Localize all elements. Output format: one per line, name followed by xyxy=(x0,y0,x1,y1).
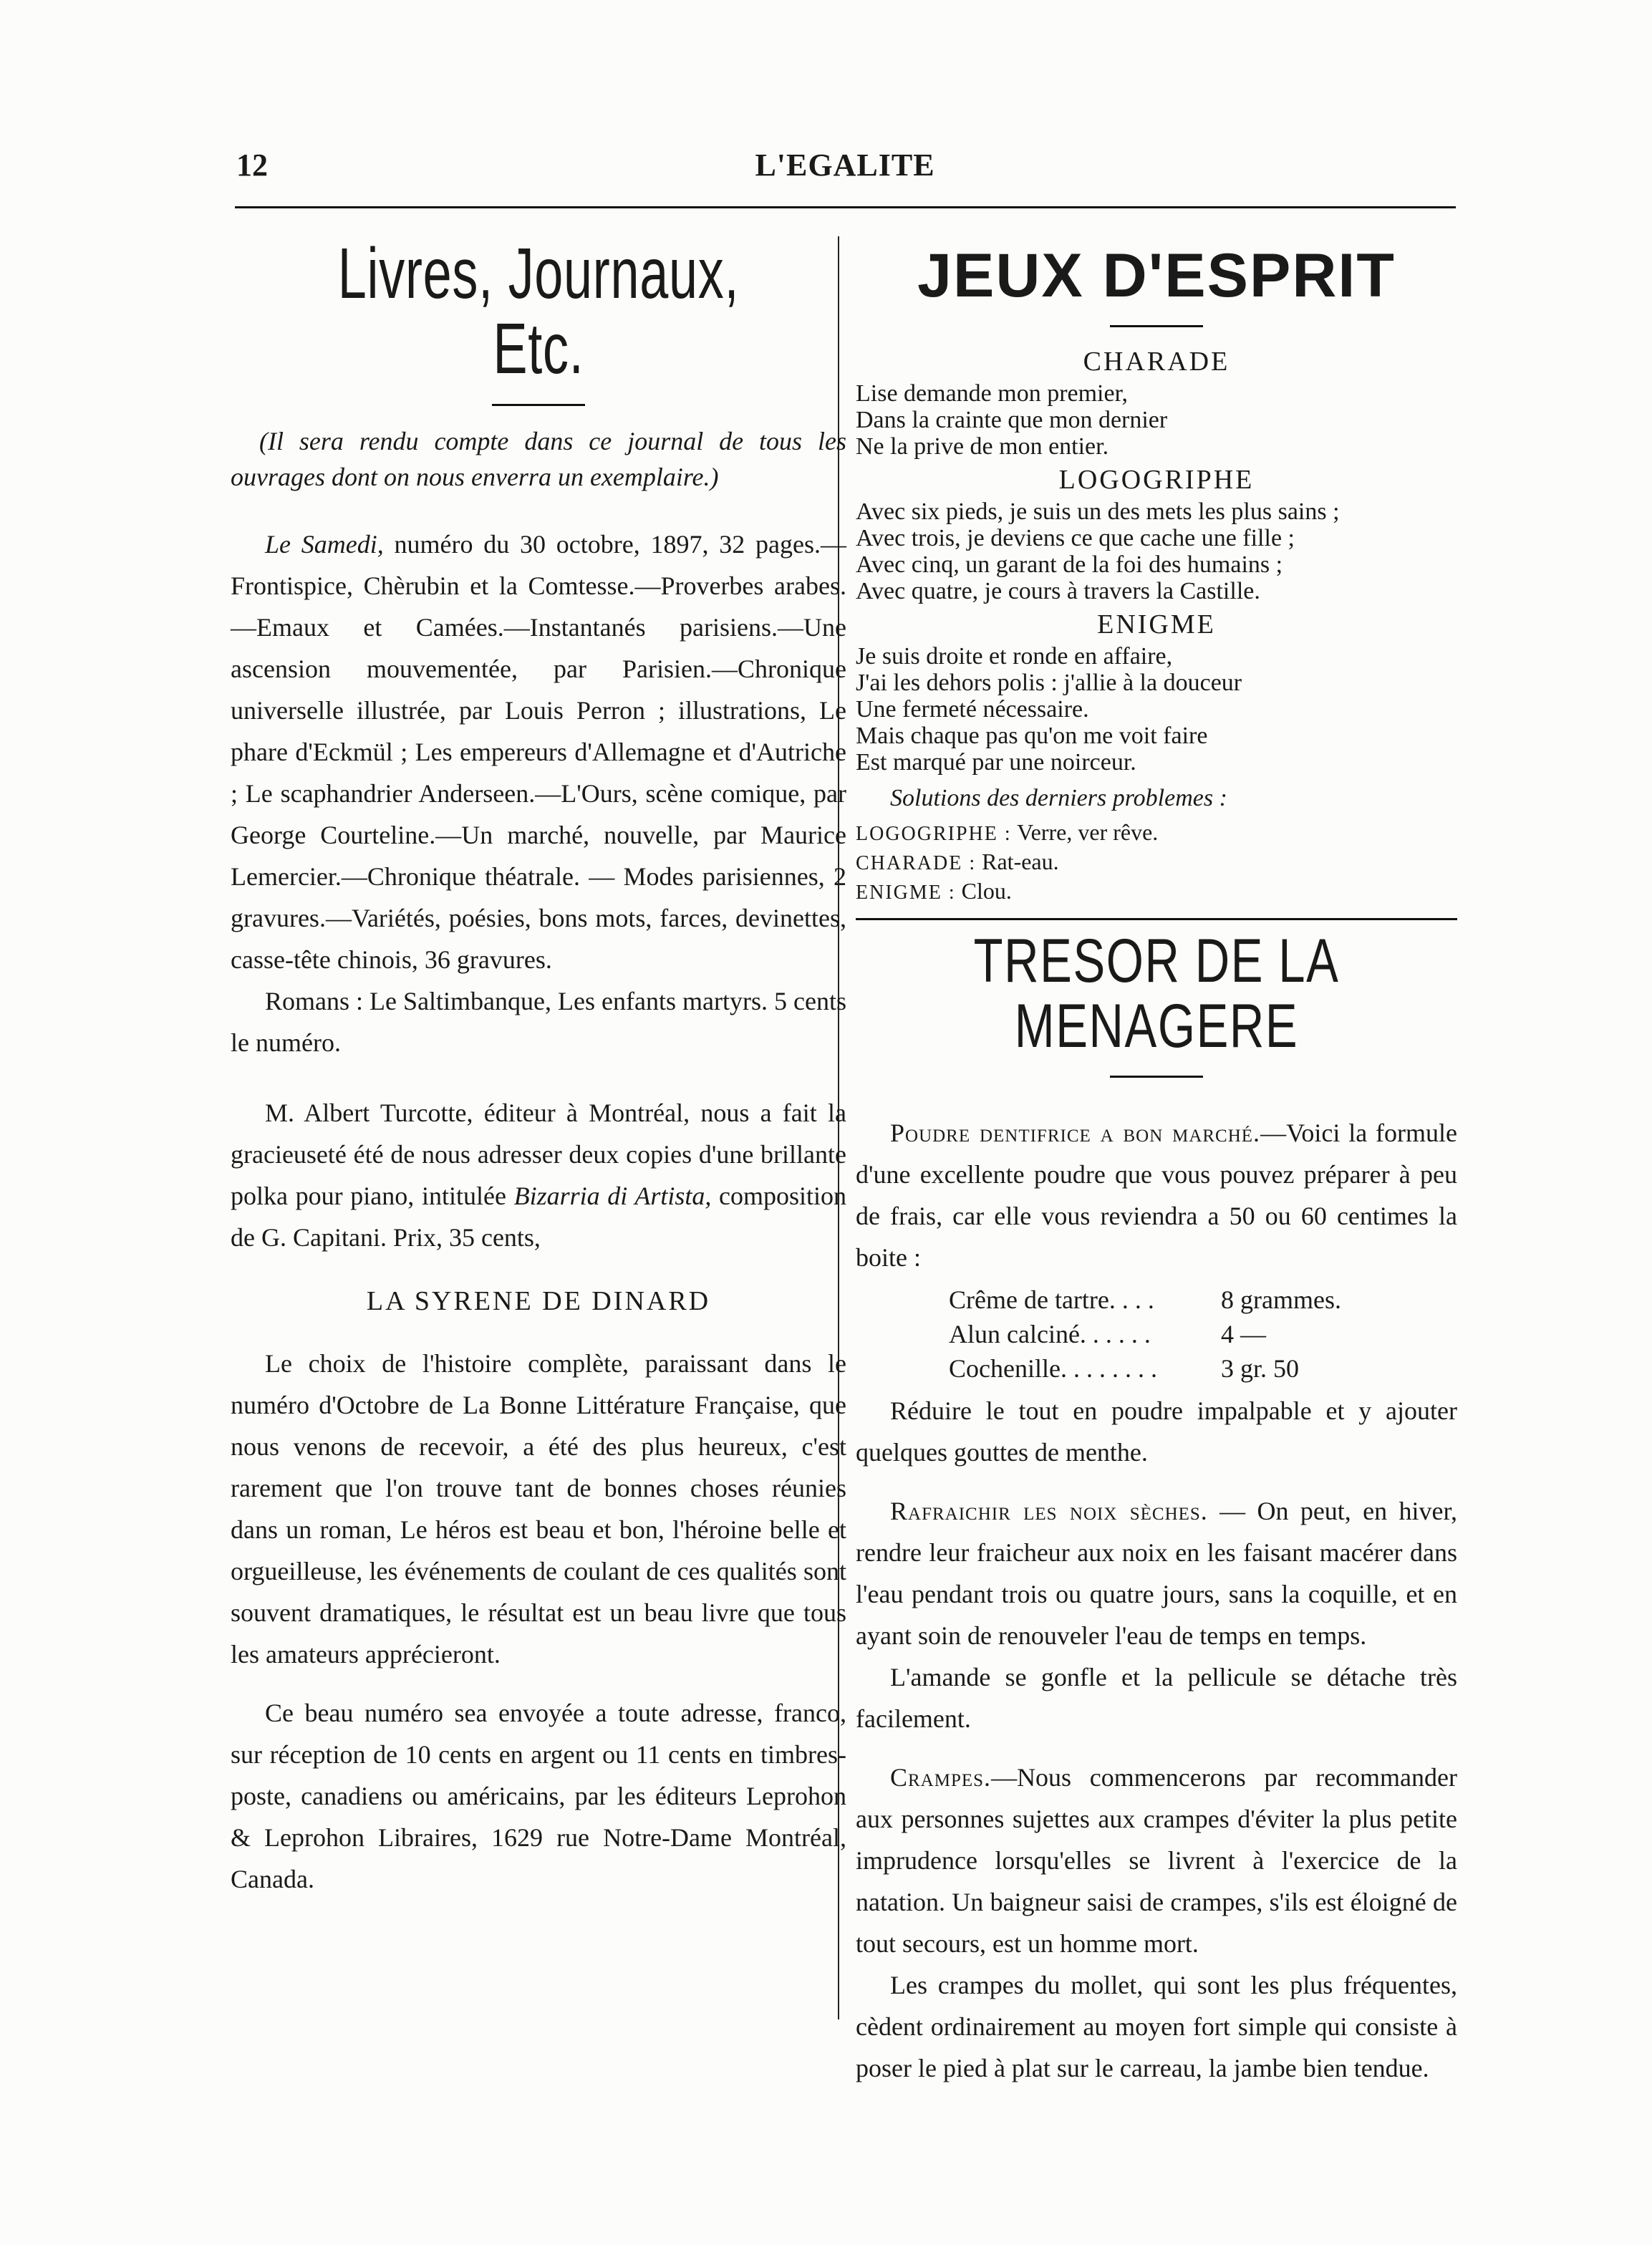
newspaper-title: L'EGALITE xyxy=(755,148,935,183)
romans-paragraph: Romans : Le Saltimbanque, Les enfants martyrs. 5 cents le numéro. xyxy=(231,987,846,1057)
noix-paragraph xyxy=(856,1490,1457,1656)
mollet-paragraph: Les crampes du mollet, qui sont les plus fréquentes, cèdent ordinairement au moyen fort simple qui consiste à poser le pied à plat sur le carreau, la jambe bien tendue. xyxy=(856,1970,1457,2082)
solution-key: CHARADE : xyxy=(856,852,977,875)
solution-value: Rat-eau. xyxy=(982,849,1059,875)
solution-item xyxy=(856,877,1457,907)
jeux-section-title: JEUX D'ESPRIT xyxy=(917,241,1396,310)
verse-line: Lise demande mon premier, xyxy=(856,380,1129,407)
noix-text: — On peut, en hiver, rendre leur fraicheur aux noix en les faisant macérer dans l'eau pendant trois ou quatre jours, sans la coquille, et en ayant soin de renouveler l'eau de temps en temps. xyxy=(856,1496,1457,1650)
poudre-lead: Poudre dentifrice a bon marché. xyxy=(890,1118,1261,1147)
turcotte-text-a: M. Albert Turcotte, éditeur à Montréal, nous a fait la gracieuseté été de nous adresser deux copies d'une brillante polka pour piano, intitulée xyxy=(231,1099,846,1210)
recipe-table xyxy=(949,1283,1457,1386)
jeux-title-rule xyxy=(1110,325,1203,327)
samedi-text: numéro du 30 octobre, 1897, 32 pages.—Frontispice, Chèrubin et la Comtesse.—Proverbes arabes.—Emaux et Camées.—Instantanés parisiens.—Une ascension mouvementée, par Parisien.—Chronique universelle illustrée, par Louis Perron ; illustrations, Le phare d'Eckmül ; Les empereurs d'Allemagne et d'Autriche ; Le scaphandrier Anderseen.—L'Ours, scène comique, par George Courteline.—Un marché, nouvelle, par Maurice Lemercier.—Chronique théatrale. — Modes parisiennes, 2 gravures.—Variétés, poésies, bons mots, farces, devinettes, casse-tête chinois, 36 gravures. xyxy=(231,530,846,974)
header-rule xyxy=(235,206,1456,208)
recipe-ingredient: Alun calciné. . . . . . xyxy=(949,1319,1151,1348)
poudre-paragraph xyxy=(856,1112,1457,1278)
charade-verse xyxy=(856,380,1457,460)
books-section-title: Livres, Journaux, Etc. xyxy=(337,233,740,389)
charade-heading: CHARADE xyxy=(1083,347,1230,377)
amande-paragraph: L'amande se gonfle et la pellicule se détache très facilement. xyxy=(856,1662,1457,1733)
solution-item xyxy=(856,819,1457,848)
recipe-quantity: 4 — xyxy=(1221,1319,1266,1348)
enigme-heading: ENIGME xyxy=(1097,609,1216,640)
verse-line: Dans la crainte que mon dernier xyxy=(856,407,1168,434)
crampes-text: —Nous commencerons par recommander aux personnes sujettes aux crampes d'éviter la plus petite imprudence lorsqu'elles se livrent à l'exercice de la natation. Un baigneur saisi de crampes, s'ils est éloigné de tout secours, est un homme mort. xyxy=(856,1762,1457,1958)
verse-line: J'ai les dehors polis : j'allie à la douceur xyxy=(856,670,1242,697)
crampes-lead: Crampes. xyxy=(890,1762,992,1792)
recipe-row xyxy=(949,1317,1457,1351)
recipe-ingredient: Cochenille. . . . . . . . xyxy=(949,1353,1157,1383)
samedi-title: Le Samedi, xyxy=(265,530,384,559)
solutions-heading: Solutions des derniers problemes : xyxy=(890,785,1227,812)
crampes-paragraph xyxy=(856,1757,1457,1964)
tresor-title-rule xyxy=(1110,1076,1203,1078)
verse-line: Avec six pieds, je suis un des mets les plus sains ; xyxy=(856,498,1340,526)
syrene-paragraph: Le choix de l'histoire complète, paraissant dans le numéro d'Octobre de La Bonne Littérature Française, que nous venons de recevoir, a été des plus heureux, c'est rarement que l'on trouve tant de bonnes choses réunies dans un roman, Le héros est beau et bon, l'héroine belle et orgueilleuse, les événements de coulant de ces qualités sont souvent dramatiques, le résultat est un beau livre que tous les amateurs apprécieront. xyxy=(231,1349,846,1669)
verse-line: Avec trois, je deviens ce que cache une fille ; xyxy=(856,525,1295,552)
enigme-verse xyxy=(856,643,1457,776)
verse-line: Mais chaque pas qu'on me voit faire xyxy=(856,723,1208,750)
numero-paragraph: Ce beau numéro sea envoyée a toute adresse, franco, sur réception de 10 cents en argent ou 11 cents en timbres-poste, canadiens ou américains, par les éditeurs Leprohon & Leprohon Libraires, 1629 rue Notre-Dame Montréal, Canada. xyxy=(231,1699,846,1893)
turcotte-text-b: composition de G. Capitani. Prix, 35 cents, xyxy=(231,1182,847,1252)
verse-line: Avec quatre, je cours à travers la Castille. xyxy=(856,578,1260,605)
running-head xyxy=(236,147,1454,190)
recipe-row xyxy=(949,1283,1457,1317)
recipe-quantity: 8 grammes. xyxy=(1221,1285,1341,1314)
section-rule xyxy=(856,918,1457,920)
solution-value: Verre, ver rêve. xyxy=(1017,819,1159,846)
poudre-text: —Voici la formule d'une excellente poudre que vous pouvez préparer à peu de frais, car elle vous reviendra a 50 ou 60 centimes la boite : xyxy=(856,1118,1457,1272)
recipe-row xyxy=(949,1351,1457,1386)
turcotte-paragraph xyxy=(231,1092,846,1258)
page-number: 12 xyxy=(236,148,268,183)
solution-item xyxy=(856,848,1457,877)
samedi-paragraph xyxy=(231,523,846,980)
verse-line: Je suis droite et ronde en affaire, xyxy=(856,643,1173,670)
recipe-ingredient: Crême de tartre. . . . xyxy=(949,1285,1154,1314)
verse-line: Avec cinq, un garant de la foi des humains ; xyxy=(856,551,1283,579)
title-rule xyxy=(492,404,585,406)
solution-key: ENIGME : xyxy=(856,882,956,904)
verse-line: Une fermeté nécessaire. xyxy=(856,696,1089,723)
verse-line: Ne la prive de mon entier. xyxy=(856,433,1109,460)
solution-key: LOGOGRIPHE : xyxy=(856,823,1012,846)
tresor-section-title: TRESOR DE LA MENAGERE xyxy=(973,927,1340,1061)
left-column xyxy=(231,215,846,1900)
reduire-paragraph: Réduire le tout en poudre impalpable et y ajouter quelques gouttes de menthe. xyxy=(856,1396,1457,1467)
logogriphe-verse xyxy=(856,498,1457,604)
syrene-heading: LA SYRENE DE DINARD xyxy=(366,1286,711,1316)
logogriphe-heading: LOGOGRIPHE xyxy=(1058,465,1255,496)
verse-line: Est marqué par une noirceur. xyxy=(856,749,1136,776)
recipe-quantity: 3 gr. 50 xyxy=(1221,1353,1300,1383)
right-column xyxy=(856,215,1457,2089)
solution-value: Clou. xyxy=(961,878,1012,904)
polka-title: Bizarria di Artista, xyxy=(513,1182,712,1210)
noix-lead: Rafraichir les noix sèches. xyxy=(890,1496,1208,1525)
editorial-note: (Il sera rendu compte dans ce journal de tous les ouvrages dont on nous enverra un exemplaire.) xyxy=(231,427,846,491)
